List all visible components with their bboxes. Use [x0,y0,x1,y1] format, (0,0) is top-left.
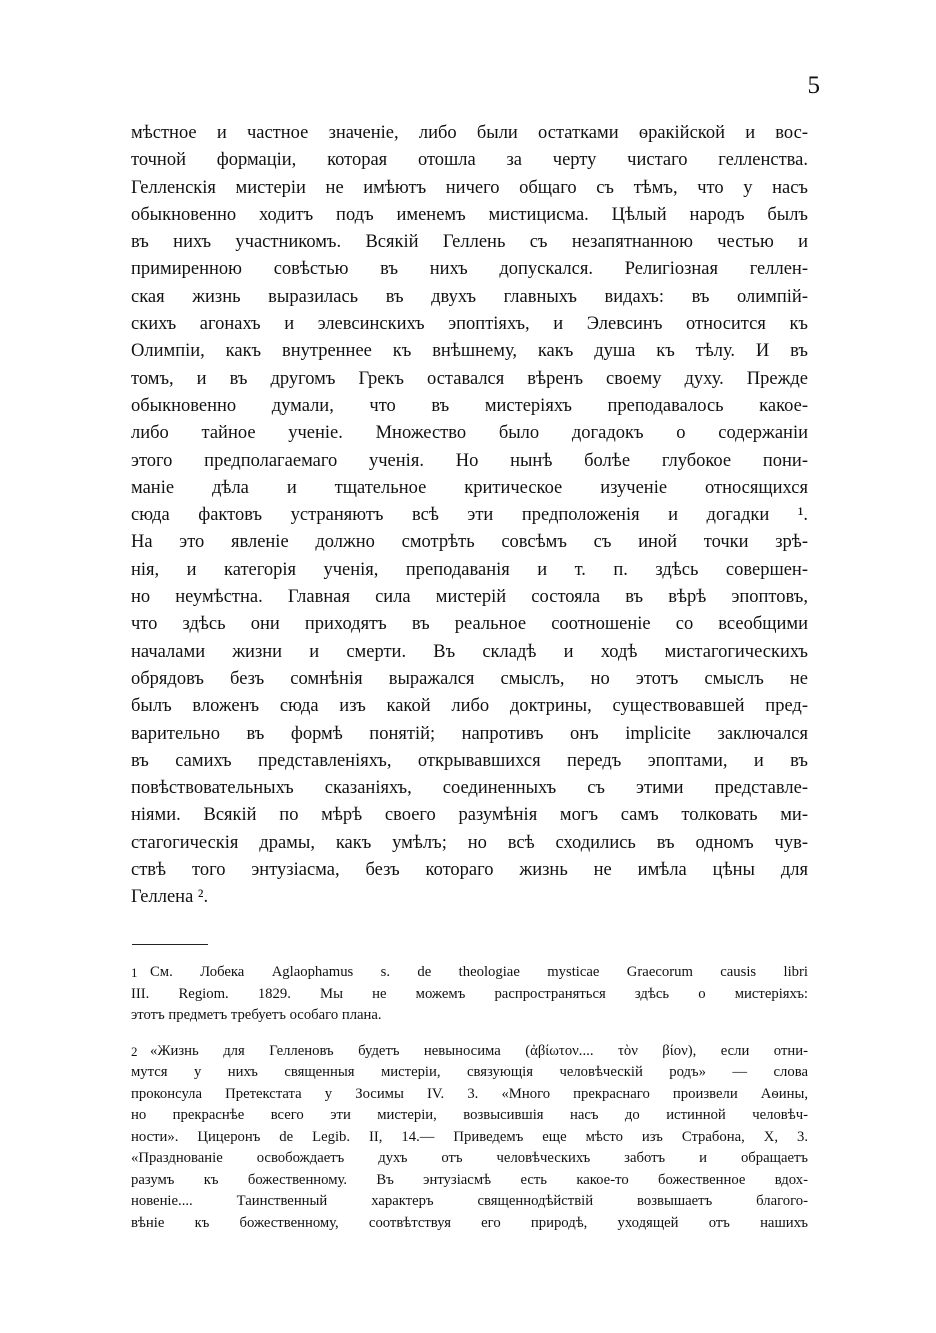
main-text [131,120,808,912]
text-line: былъ вложенъ сюда изъ какой либо доктрины, существовавшей пред- [131,696,808,717]
text-line: обыкновенно думали, что въ мистеріяхъ преподавалось какое- [131,395,808,416]
footnote-line: новеніе.... Таинственный характеръ священнодѣйствій возвышаетъ благого- [131,1193,808,1209]
text-line: точной формаціи, которая отошла за черту чистаго гелленства. [131,150,808,171]
footnote-1 [131,962,808,1027]
footnote-divider [132,944,208,945]
text-line: стагогическія драмы, какъ умѣлъ; но всѣ сходились въ одномъ чув- [131,832,808,853]
text-line: ская жизнь выразилась въ двухъ главныхъ видахъ: въ олимпій- [131,286,808,307]
text-line: мѣстное и частное значеніе, либо были остатками ѳракійской и вос- [131,123,808,143]
footnote-line: этотъ предметъ требуетъ особаго плана. [131,1007,382,1023]
text-line: ніями. Всякій по мѣрѣ своего разумѣнія могъ самъ толковать ми- [131,805,808,826]
text-line: Геллена ². [131,887,209,908]
text-line: сюда фактовъ устраняютъ всѣ эти предположенія и догадки ¹. [131,505,808,526]
text-line: повѣствовательныхъ сказаніяхъ, соединенныхъ съ этими представле- [131,778,808,799]
footnote-line: «Жизнь для Гелленовъ будетъ невыносима (ἀβίωτον.... τὸν βίον), если отни- [150,1042,808,1059]
text-line: Гелленскія мистеріи не имѣютъ ничего общаго съ тѣмъ, что у насъ [131,177,808,198]
page-number: 5 [807,72,820,99]
text-line: На это явленіе должно смотрѣть совсѣмъ съ иной точки зрѣ- [131,532,808,553]
text-line: Олимпіи, какъ внутреннее къ внѣшнему, какъ душа къ тѣлу. И въ [131,341,808,362]
text-line: скихъ агонахъ и элевсинскихъ эпоптіяхъ, и Элевсинъ относится къ [131,314,808,335]
footnote-line: но прекраснѣе всего эти мистеріи, возвысившія насъ до истинной человѣч- [131,1107,808,1123]
footnote-line: «Празднованіе освобождаетъ духъ отъ человѣческихъ заботъ и обращаетъ [131,1150,808,1166]
text-line: началами жизни и смерти. Въ складѣ и ходѣ мистагогическихъ [131,641,808,662]
text-line: либо тайное ученіе. Множество было догадокъ о содержаніи [131,423,808,444]
footnote-marker: 1 [131,965,138,980]
footnote-marker: 2 [131,1043,138,1059]
text-line: въ нихъ участникомъ. Всякій Геллень съ незапятнанною честью и [131,232,808,253]
text-line: маніе дѣла и тщательное критическое изученіе относящихся [131,477,808,498]
footnote-line: ности». Цицеронъ de Legib. II, 14.— Приведемъ еще мѣсто изъ Страбона, X, 3. [131,1128,808,1145]
text-line: примиренною совѣстью въ нихъ допускался. Религіозная геллен- [131,259,808,280]
footnote-line: разумъ къ божественному. Въ энтузіасмѣ есть какое-то божественное вдох- [131,1171,808,1188]
footnote-line: вѣніе къ божественному, соотвѣтствуя его природѣ, уходящей отъ нашихъ [131,1214,808,1231]
footnote-line: III. Regiom. 1829. Мы не можемъ распространяться здѣсь о мистеріяхъ: [131,985,808,1002]
text-line: варительно въ формѣ понятій; напротивъ онъ implicite заключался [131,723,808,744]
text-line: но неумѣстна. Главная сила мистерій состояла въ вѣрѣ эпоптовъ, [131,587,808,608]
footnotes [131,962,808,1234]
footnote-2 [131,1041,808,1235]
text-line: ствѣ того энтузіасма, безъ котораго жизнь не имѣла цѣны для [131,860,808,881]
text-line: томъ, и въ другомъ Грекъ оставался вѣренъ своему духу. Прежде [131,368,808,389]
text-line: въ самихъ представленіяхъ, открывавшихся передъ эпоптами, и въ [131,750,808,771]
footnote-line: См. Лобека Aglaophamus s. de theologiae mysticae Graecorum causis libri [150,964,808,980]
footnote-line: мутся у нихъ священныя мистеріи, связующія человѣческій родъ» — слова [131,1064,808,1080]
footnote-line: проконсула Претекстата у Зосимы IV. 3. «Много прекраснаго произвели Аѳины, [131,1085,808,1102]
text-line: этого предполагаемаго ученія. Но нынѣ болѣе глубокое пони- [131,450,808,471]
text-line: обрядовъ безъ сомнѣнія выражался смыслъ, но этотъ смыслъ не [131,668,808,689]
text-line: что здѣсь они приходятъ въ реальное соотношеніе со всеобщими [131,614,808,635]
text-line: нія, и категорія ученія, преподаванія и т. п. здѣсь совершен- [131,559,808,580]
text-line: обыкновенно ходитъ подъ именемъ мистицисма. Цѣлый народъ былъ [131,204,808,225]
